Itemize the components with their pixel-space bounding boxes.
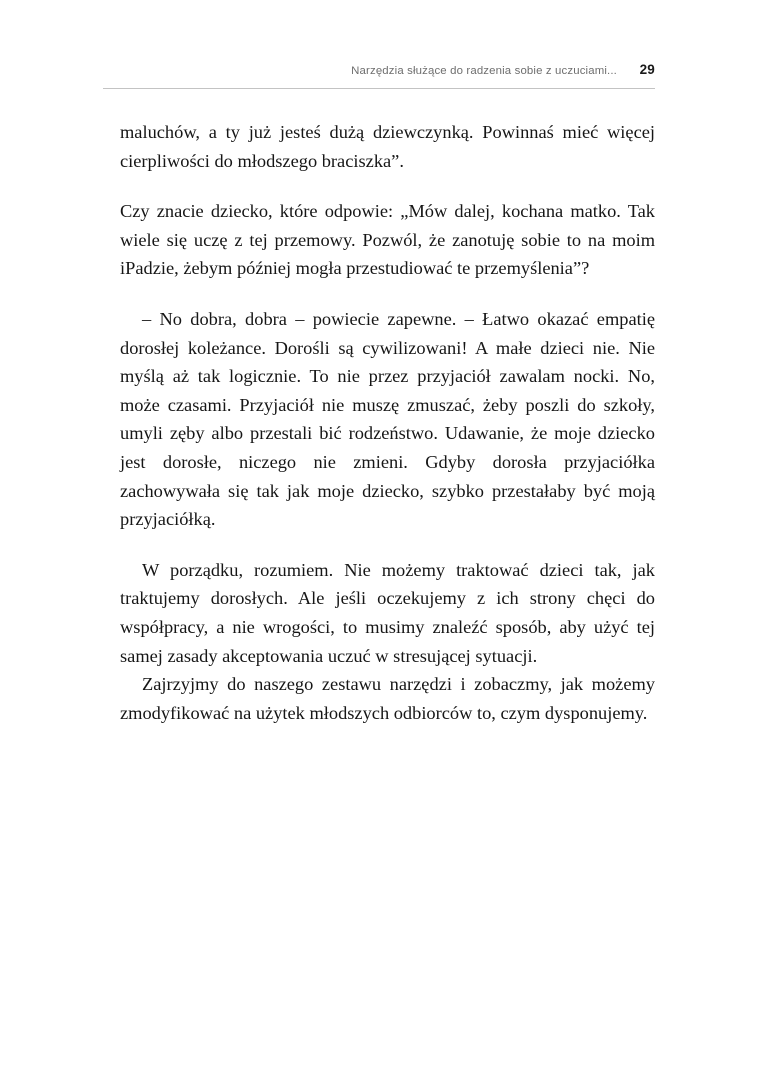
page-number: 29 [639, 62, 655, 77]
paragraph: – No dobra, dobra – powiecie zapewne. – Łatwo okazać empatię dorosłej koleżance. Dorośli są cywilizowani! A małe dzieci nie. Nie myślą aż tak logicznie. To nie przez przyjaciół zawalam nocki. No, może czasami. Przyjaciół nie muszę zmuszać, żeby poszli do szkoły, umyli zęby albo przestali bić rodzeństwo. Udawanie, że moje dziecko jest dorosłe, niczego nie zmieni. Gdyby dorosła przyjaciółka zachowywała się tak jak moje dziecko, szybko przestałaby być moją przyjaciółką. [120, 308, 655, 530]
header-divider-rule [103, 88, 655, 89]
running-head [103, 62, 655, 77]
running-head-title: Narzędzia służące do radzenia sobie z uczuciami... [351, 65, 617, 77]
paragraph: maluchów, a ty już jesteś dużą dziewczynką. Powinnaś mieć więcej cierpliwości do młodszego braciszka”. [120, 122, 655, 171]
paragraph: Zajrzyjmy do naszego zestawu narzędzi i zobaczmy, jak możemy zmodyfikować na użytek młodszych odbiorców to, czym dysponujemy. [120, 674, 655, 723]
paragraph: W porządku, rozumiem. Nie możemy traktować dzieci tak, jak traktujemy dorosłych. Ale jeśli oczekujemy z ich strony chęci do współpracy, a nie wrogości, to musimy znaleźć sposób, aby użyć tej samej zasady akceptowania uczuć w stresującej sytuacji. [120, 559, 655, 666]
body-text-block [120, 118, 655, 727]
paragraph: Czy znacie dziecko, które odpowie: „Mów dalej, kochana matko. Tak wiele się uczę z tej przemowy. Pozwól, że zanotuję sobie to na moim iPadzie, żebym później mogła przestudiować te przemyślenia”? [120, 201, 655, 279]
